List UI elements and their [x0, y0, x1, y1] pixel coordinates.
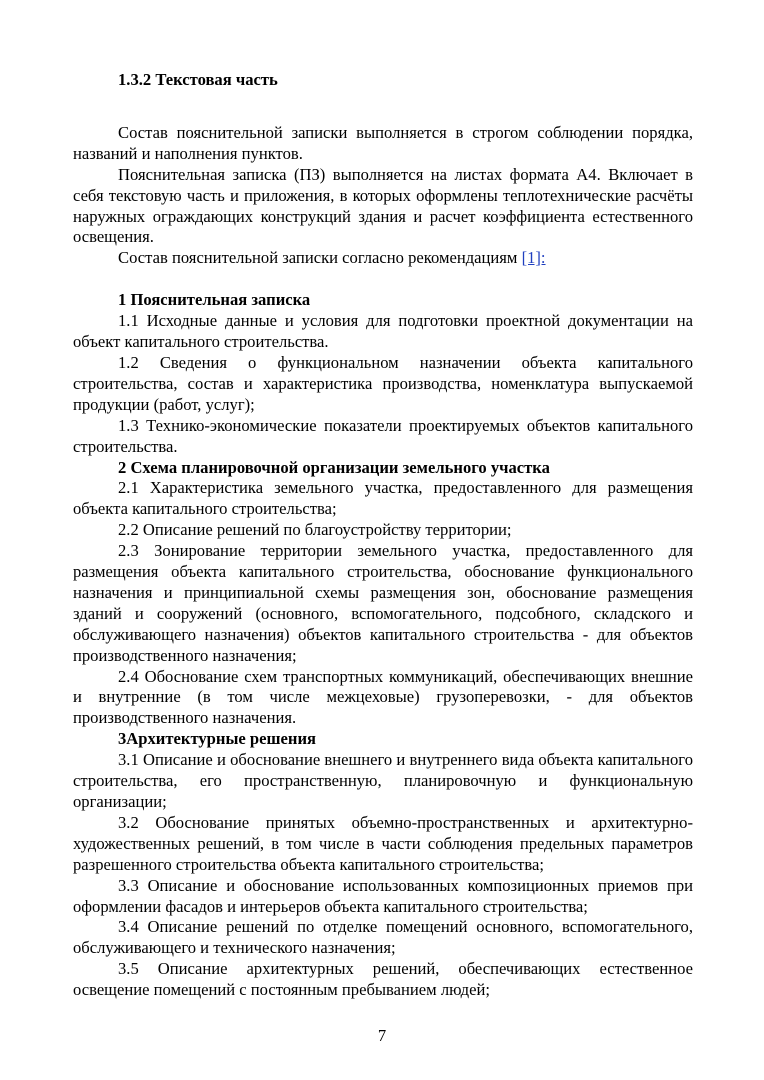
reference-link[interactable]: [1]:: [521, 248, 546, 268]
list-item: 3.3 Описание и обоснование использованных композиционных приемов при оформлении фасадов и интерьеров объекта капитального строительства;: [73, 875, 693, 916]
section-title-3: 3Архитектурные решения: [118, 729, 316, 749]
list-item: 2.3 Зонирование территории земельного участка, предоставленного для размещения объекта капитального строительства, обоснование функционального назначения и принципиальной схемы размещения зон, обоснование размещения зданий и сооружений (основного, вспомогательного, подсобного, складского и обслуживающего назначения) объектов капитального строительства - для объектов производственного назначения;: [73, 541, 693, 665]
list-item: 3.2 Обоснование принятых объемно-пространственных и архитектурно-художественных решений, в том числе в части соблюдения предельных параметров разрешенного строительства объекта капитального строительства;: [73, 812, 693, 874]
list-item: 2.1 Характеристика земельного участка, предоставленного для размещения объекта капитального строительства;: [73, 478, 693, 519]
section-title-2: 2 Схема планировочной организации земельного участка: [118, 457, 550, 477]
list-item: 2.4 Обоснование схем транспортных коммуникаций, обеспечивающих внешние и внутренние (в том числе межцеховые) грузоперевозки, - для объектов производственного назначения.: [73, 666, 693, 728]
page-number: 7: [377, 1026, 387, 1045]
recommendation-paragraph: [73, 248, 693, 269]
recommendation-text: Состав пояснительной записки согласно рекомендациям: [118, 248, 522, 268]
intro-paragraph-1: Состав пояснительной записки выполняется в строгом соблюдении порядка, названий и наполнения пунктов.: [73, 122, 693, 163]
list-item: 1.1 Исходные данные и условия для подготовки проектной документации на объект капитального строительства.: [73, 311, 693, 352]
section-heading: 1.3.2 Текстовая часть: [118, 70, 278, 89]
list-item: 3.1 Описание и обоснование внешнего и внутреннего вида объекта капитального строительства, его пространственную, планировочную и функциональную организации;: [73, 750, 693, 811]
list-item: 3.4 Описание решений по отделке помещений основного, вспомогательного, обслуживающего и технического назначения;: [73, 917, 693, 958]
list-item: 1.2 Сведения о функциональном назначении объекта капитального строительства, состав и характеристика производства, номенклатура выпускаемой продукции (работ, услуг);: [73, 352, 693, 414]
document-page: [73, 70, 693, 1001]
intro-paragraph-2: Пояснительная записка (ПЗ) выполняется на листах формата А4. Включает в себя текстовую часть и приложения, в которых оформлены теплотехнические расчёты наружных ограждающих конструкций здания и расчет коэффициента естественного освещения.: [73, 164, 693, 247]
list-item: 1.3 Технико-экономические показатели проектируемых объектов капитального строительства.: [73, 415, 693, 456]
list-item: 3.5 Описание архитектурных решений, обеспечивающих естественное освещение помещений с постоянным пребыванием людей;: [73, 959, 693, 1000]
list-item: 2.2 Описание решений по благоустройству территории;: [118, 520, 512, 540]
section-title-1: 1 Пояснительная записка: [118, 290, 311, 310]
